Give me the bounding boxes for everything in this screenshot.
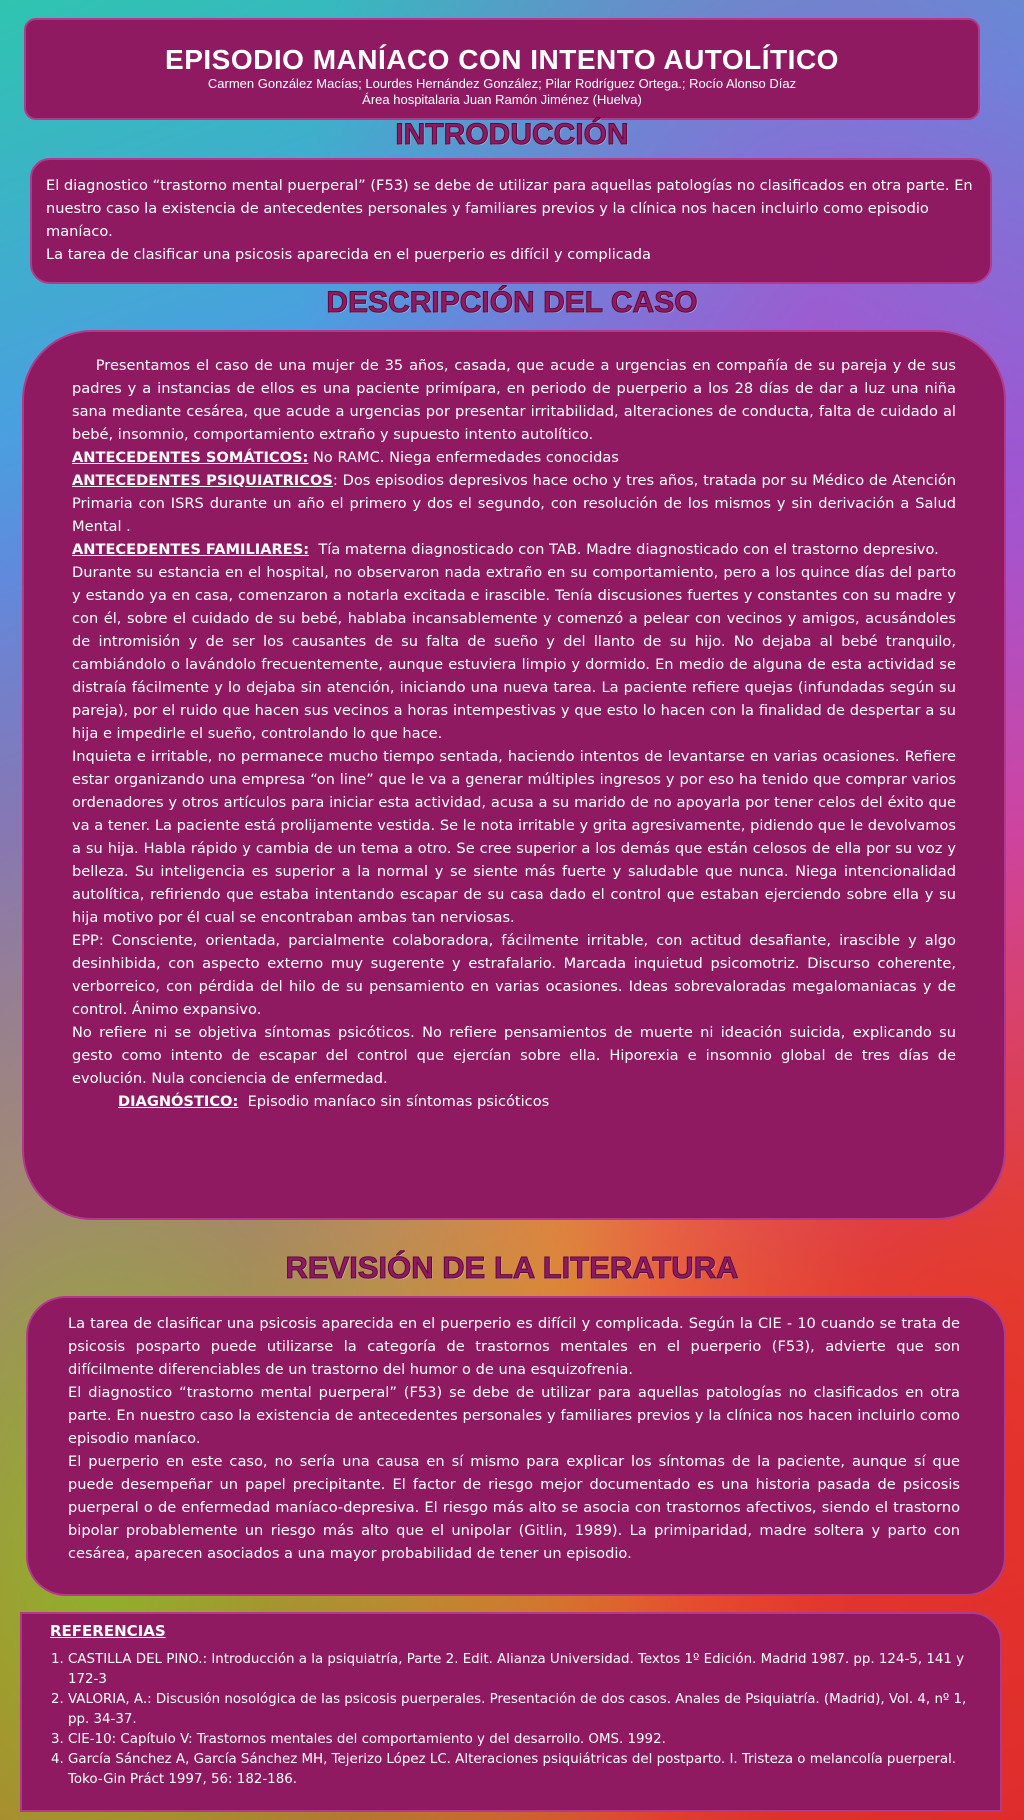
references-panel	[20, 1612, 1002, 1812]
poster-title: EPISODIO MANÍACO CON INTENTO AUTOLÍTICO	[165, 44, 839, 75]
literature-panel	[26, 1296, 1006, 1596]
reference-item: 1. CASTILLA DEL PINO.: Introducción a la psiquiatría, Parte 2. Edit. Alianza Universidad. Textos 1º Edición. Madrid 1987. pp. 124-5, 141 y 172-3	[68, 1650, 982, 1690]
references-heading: REFERENCIAS	[50, 1622, 166, 1640]
somatic-history	[72, 446, 956, 469]
intro-paragraph: El diagnostico “trastorno mental puerperal” (F53) se debe de utilizar para aquellas patologías no clasificados en otra parte. En nuestro caso la existencia de antecedentes personales y familiares previos y la clínica nos hacen incluirlo como episodio maníaco.	[46, 177, 973, 240]
family-history	[72, 538, 956, 561]
case-intro-paragraph: Presentamos el caso de una mujer de 35 años, casada, que acude a urgencias en compañía de su pareja y de sus padres y a instancias de ellos es una paciente primípara, en periodo de puerperio a los 28 días de dar a luz una niña sana mediante cesárea, que acude a urgencias por presentar irritabilidad, alteraciones de conducta, falta de cuidado al bebé, insomnio, comportamiento extraño y supuesto intento autolítico.	[72, 357, 961, 443]
authors: Carmen González Macías; Lourdes Hernández González; Pilar Rodríguez Ortega.; Rocío Alonso Díaz	[207, 76, 797, 91]
intro-heading: INTRODUCCIÓN	[395, 118, 629, 151]
case-paragraph: Inquieta e irritable, no permanece mucho tiempo sentada, haciendo intentos de levantarse en varias ocasiones. Refiere estar organizando una empresa “on line” que le va a generar múltiples ingresos y por eso ha tenido que comprar varios ordenadores y otros artículos para iniciar esta actividad, acusa a su marido de no apoyarla por tener celos del éxito que va a tener. La paciente está prolijamente vestida. Se le nota irritable y grita agresivamente, pidiendo que le devolvamos a su hija. Habla rápido y cambia de un tema a otro. Se cree superior a los demás que están celosos de ella por su voz y belleza. Su inteligencia es superior a la normal y se siente más fuerte y saludable que nunca. Niega intencionalidad autolítica, refiriendo que estaba intentando escapar de su casa dado el control que estaban ejerciendo sobre ella y su hija motivo por él cual se encontraban ambas tan nerviosas.	[72, 748, 956, 926]
case-panel	[22, 330, 1006, 1220]
intro-panel	[30, 158, 992, 284]
family-label: ANTECEDENTES FAMILIARES:	[72, 541, 310, 558]
somatic-text: No RAMC. Niega enfermedades conocidas	[308, 449, 619, 466]
diagnosis-label: DIAGNÓSTICO:	[118, 1093, 239, 1110]
reference-item: 2. VALORIA, A.: Discusión nosológica de las psicosis puerperales. Presentación de dos casos. Anales de Psiquiatría. (Madrid), Vol. 4, nº 1, pp. 34-37.	[68, 1690, 982, 1730]
intro-paragraph: La tarea de clasificar una psicosis aparecida en el puerperio es difícil y complicada	[46, 246, 651, 263]
literature-heading: REVISIÓN DE LA LITERATURA	[285, 1250, 739, 1285]
case-paragraph: EPP: Consciente, orientada, parcialmente colaboradora, fácilmente irritable, con actitud desafiante, irascible y algo desinhibida, con aspecto externo muy sugerente y estrafalario. Marcada inquietud psicomotriz. Discurso coherente, verborreico, con pérdida del hilo de su pensamiento en varias ocasiones. Ideas sobrevaloradas megalomaniacas y de control. Ánimo expansivo.	[72, 932, 956, 1018]
case-heading: DESCRIPCIÓN DEL CASO	[326, 286, 698, 319]
literature-paragraph: El diagnostico “trastorno mental puerperal” (F53) se debe de utilizar para aquellas patologías no clasificados en otra parte. En nuestro caso la existencia de antecedentes personales y familiares previos y la clínica nos hacen incluirlo como episodio maníaco.	[68, 1384, 960, 1447]
reference-item: 4. García Sánchez A, García Sánchez MH, Tejerizo López LC. Alteraciones psiquiátricas del postparto. I. Tristeza o melancolía puerperal. Toko-Gin Práct 1997, 56: 182-186.	[68, 1750, 982, 1790]
diagnosis-text: Episodio maníaco sin síntomas psicóticos	[238, 1093, 550, 1110]
family-text: Tía materna diagnosticado con TAB. Madre diagnosticado con el trastorno depresivo.	[309, 541, 939, 558]
literature-paragraph: El puerperio en este caso, no sería una causa en sí mismo para explicar los síntomas de la paciente, aunque sí que puede desempeñar un papel precipitante. El factor de riesgo mejor documentado es una historia pasada de psicosis puerperal o de enfermedad maníaco-depresiva. El riesgo más alto se asocia con trastornos afectivos, siendo el trastorno bipolar probablemente un riesgo más alto que el unipolar (Gitlin, 1989). La primiparidad, madre soltera y parto con cesárea, aparecen asociados a una mayor probabilidad de tener un episodio.	[68, 1453, 960, 1562]
institution: Área hospitalaria Juan Ramón Jiménez (Huelva)	[362, 92, 642, 107]
psychiatric-label: ANTECEDENTES PSIQUIATRICOS	[72, 472, 333, 489]
title-panel	[24, 18, 980, 120]
somatic-label: ANTECEDENTES SOMÁTICOS:	[72, 449, 309, 466]
case-paragraph: No refiere ni se objetiva síntomas psicóticos. No refiere pensamientos de muerte ni ideación suicida, explicando su gesto como intento de escapar del control que ejercían sobre ella. Hiporexia e insomnio global de tres días de evolución. Nula conciencia de enfermedad.	[72, 1024, 956, 1087]
references-list	[40, 1650, 982, 1790]
literature-paragraph: La tarea de clasificar una psicosis aparecida en el puerperio es difícil y complicada. Según la CIE - 10 cuando se trata de psicosis posparto puede utilizarse la categoría de trastornos mentales en el puerperio (F53), advierte que son difícilmente diferenciables de un trastorno del humor o de una esquizofrenia.	[68, 1315, 960, 1378]
case-paragraph: Durante su estancia en el hospital, no observaron nada extraño en su comportamiento, pero a los quince días del parto y estando ya en casa, comenzaron a notarla excitada e irascible. Tenía discusiones fuertes y constantes con su madre y con él, sobre el cuidado de su bebé, hablaba incansablemente y comenzó a pelear con vecinos y amigos, acusándoles de intromisión y de ser los causantes de su falta de sueño y del llanto de su hijo. No dejaba al bebé tranquilo, cambiándolo o lavándolo frecuentemente, aunque estuviera limpio y dormido. En medio de alguna de esta actividad se distraía fácilmente y lo dejaba sin atención, iniciando una nueva tarea. La paciente refiere quejas (infundadas según su pareja), por el ruido que hacen sus vecinos a horas intempestivas y que esto lo hacen con la finalidad de despertar a su hija e impedirle el sueño, controlando lo que hace.	[72, 564, 956, 742]
psychiatric-text: : Dos episodios depresivos hace ocho y tres años, tratada por su Médico de Atención Primaria con ISRS durante un año el primero y dos el segundo, con resolución de los mismos y sin derivación a Salud Mental .	[72, 472, 956, 535]
diagnosis	[72, 1090, 956, 1113]
reference-item: 3. CIE-10: Capítulo V: Trastornos mentales del comportamiento y del desarrollo. OMS. 1992.	[68, 1730, 982, 1750]
psychiatric-history	[72, 469, 956, 538]
